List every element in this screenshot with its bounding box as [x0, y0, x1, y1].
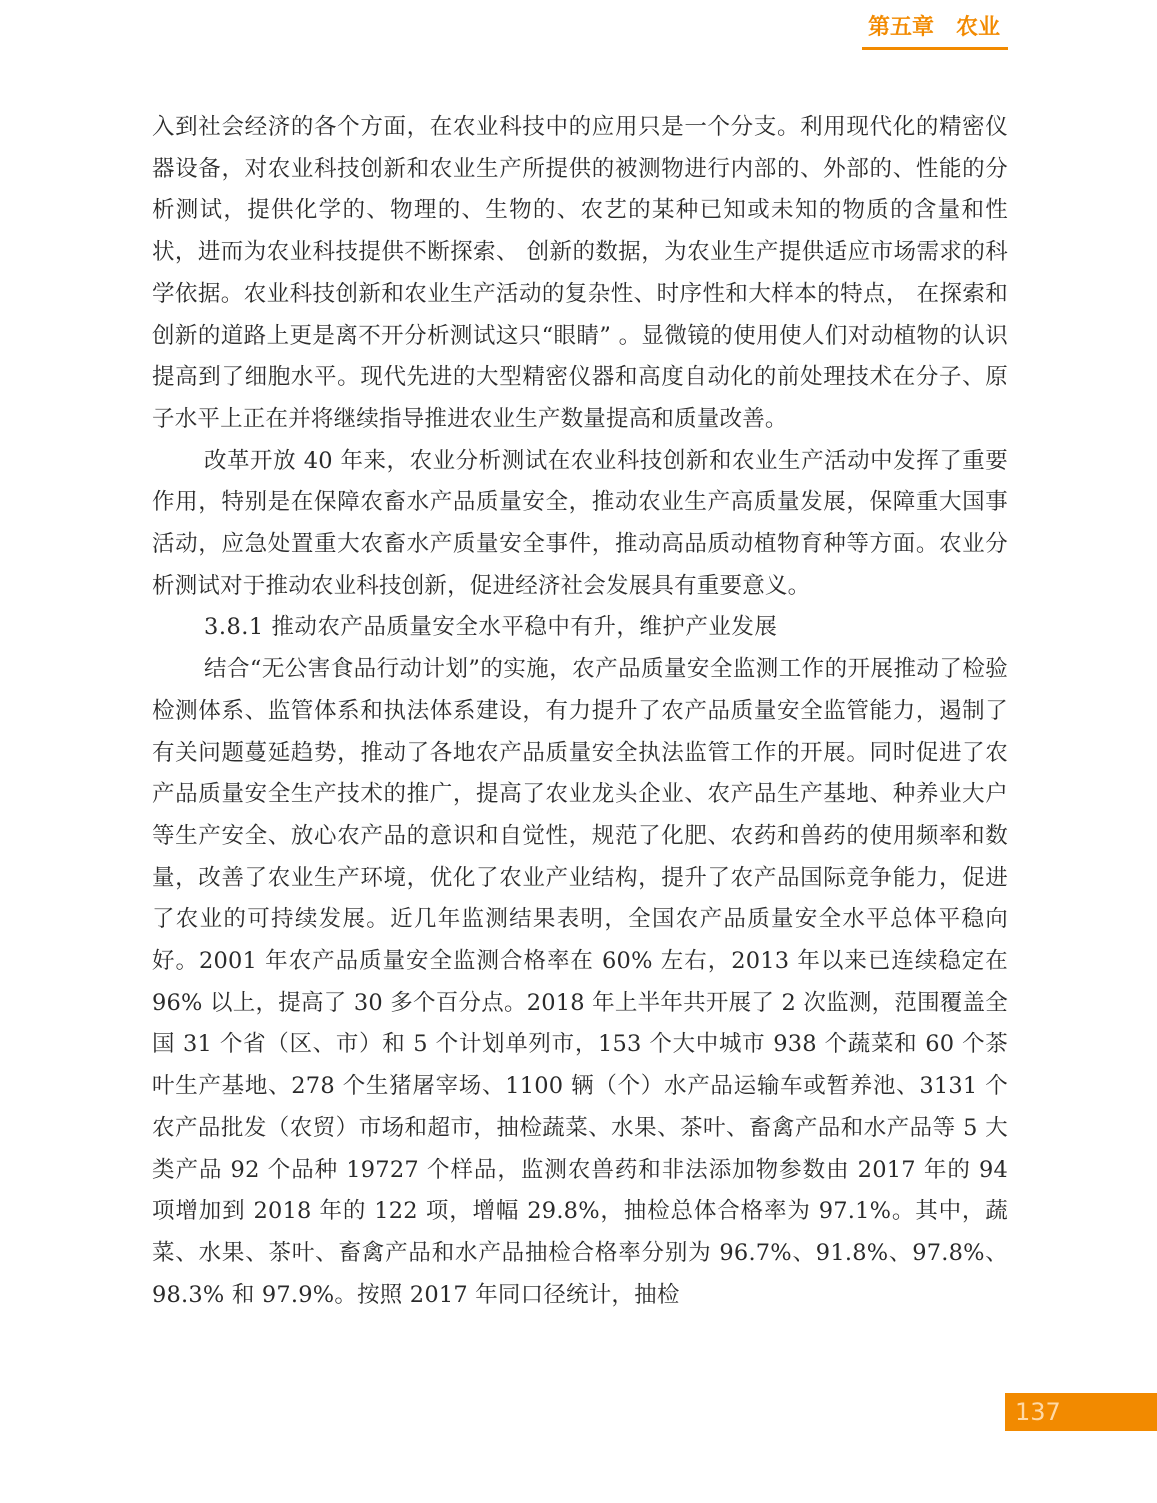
section-heading-3-8-1: 3.8.1 推动农产品质量安全水平稳中有升，维护产业发展	[204, 614, 778, 641]
page-number-tab	[1005, 1393, 1157, 1431]
body-paragraph-2: 改革开放 40 年来，农业分析测试在农业科技创新和农业生产活动中发挥了重要作用，特别是在保障农畜水产品质量安全，推动农业生产高质量发展，保障重大国事活动，应急处置重大农畜水产质量安全事件，推动高品质动植物育种等方面。农业分析测试对于推动农业科技创新，促进经济社会发展具有重要意义。	[152, 447, 1008, 599]
body-paragraph-1: 入到社会经济的各个方面，在农业科技中的应用只是一个分支。利用现代化的精密仪器设备，对农业科技创新和农业生产所提供的被测物进行内部的、外部的、性能的分析测试，提供化学的、物理的、生物的、农艺的某种已知或未知的物质的含量和性状，进而为农业科技提供不断探索、 创新的数据，为农业生产提供适应市场需求的科学依据。农业科技创新和农业生产活动的复杂性、时序性和大样本的特点， 在探索和创新的道路上更是离不开分析测试这只“眼睛” 。显微镜的使用使人们对动植物的认识提高到了细胞水平。现代先进的大型精密仪器和高度自动化的前处理技术在分子、原子水平上正在并将继续指导推进农业生产数量提高和质量改善。	[152, 114, 1008, 432]
chapter-title: 第五章 农业	[868, 15, 1001, 40]
page-number: 137	[1015, 1398, 1061, 1426]
page-content	[152, 107, 1008, 1316]
header-underline	[862, 47, 1008, 50]
running-header	[868, 14, 1008, 58]
body-paragraph-3: 结合“无公害食品行动计划”的实施，农产品质量安全监测工作的开展推动了检验检测体系、监管体系和执法体系建设，有力提升了农产品质量安全监管能力，遏制了有关问题蔓延趋势，推动了各地农产品质量安全执法监管工作的开展。同时促进了农产品质量安全生产技术的推广，提高了农业龙头企业、农产品生产基地、种养业大户等生产安全、放心农产品的意识和自觉性，规范了化肥、农药和兽药的使用频率和数量，改善了农业生产环境，优化了农业产业结构，提升了农产品国际竞争能力，促进了农业的可持续发展。近几年监测结果表明，全国农产品质量安全水平总体平稳向好。2001 年农产品质量安全监测合格率在 60% 左右，2013 年以来已连续稳定在 96% 以上，提高了 30 多个百分点。2018 年上半年共开展了 2 次监测，范围覆盖全国 31 个省（区、市）和 5 个计划单列市，153 个大中城市 938 个蔬菜和 60 个茶叶生产基地、278 个生猪屠宰场、1100 辆（个）水产品运输车或暂养池、3131 个农产品批发（农贸）市场和超市，抽检蔬菜、水果、茶叶、畜禽产品和水产品等 5 大类产品 92 个品种 19727 个样品，监测农兽药和非法添加物参数由 2017 年的 94 项增加到 2018 年的 122 项，增幅 29.8%，抽检总体合格率为 97.1%。其中，蔬菜、水果、茶叶、畜禽产品和水产品抽检合格率分别为 96.7%、91.8%、97.8%、98.3% 和 97.9%。按照 2017 年同口径统计，抽检	[152, 656, 1008, 1308]
